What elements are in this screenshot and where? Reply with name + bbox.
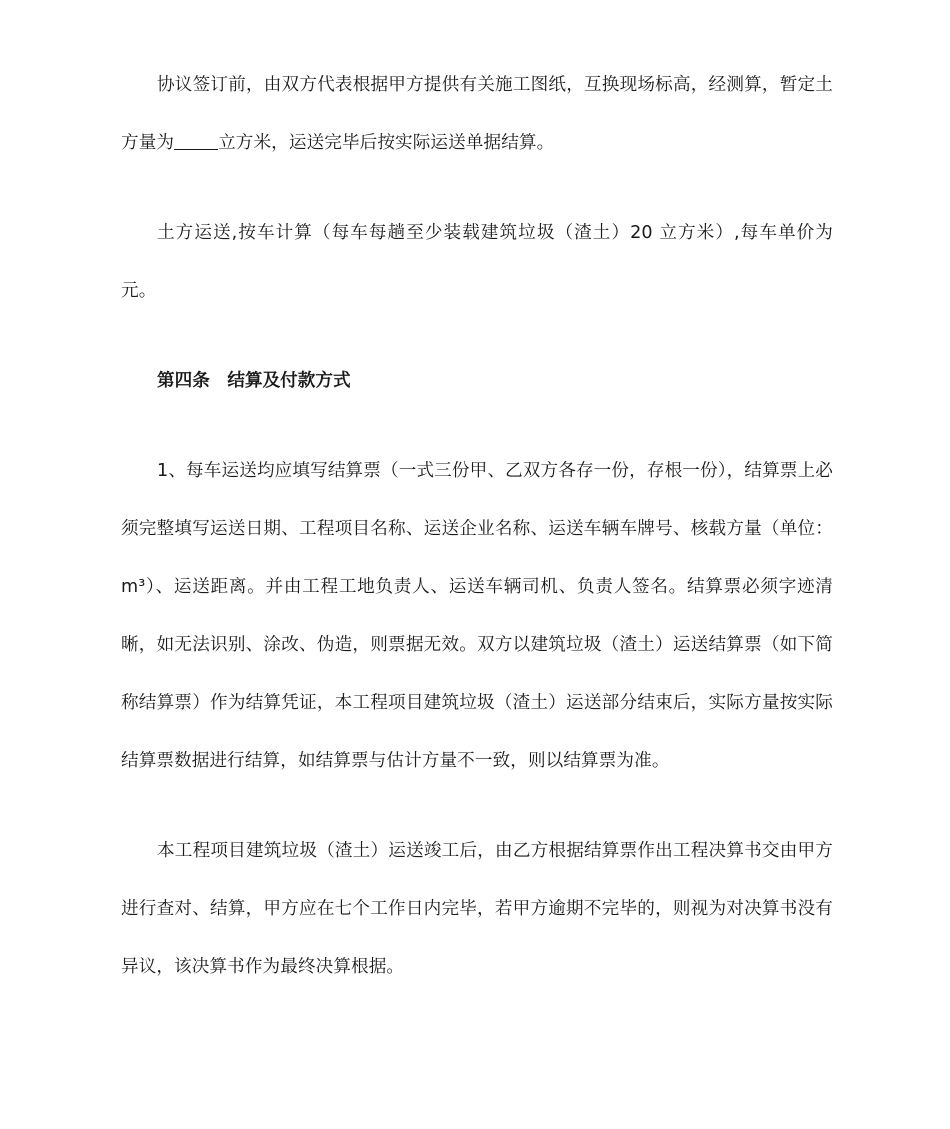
fill-in-blank: [174, 131, 218, 150]
paragraph-spacer: [121, 790, 833, 822]
paragraph-text: 立方米，运送完毕后按实际运送单据结算。: [218, 133, 555, 153]
paragraph-final-account: 本工程项目建筑垃圾（渣土）运送竣工后，由乙方根据结算票作出工程决算书交由甲方进行查对、结算，甲方应在七个工作日内完毕，若甲方逾期不完毕的，则视为对决算书没有异议，该决算书作为最终决算根据。: [121, 841, 833, 977]
paragraph-spacer: [121, 172, 833, 204]
paragraph-transport-pricing: 土方运送,按车计算（每车每趟至少装载建筑垃圾（渣土）20 立方米）,每车单价为元。: [121, 223, 833, 301]
paragraph-spacer: [121, 410, 833, 442]
paragraph-spacer: [121, 320, 833, 352]
paragraph-settlement-ticket: 1、每车运送均应填写结算票（一式三份甲、乙双方各存一份，存根一份），结算票上必须完整填写运送日期、工程项目名称、运送企业名称、运送车辆车牌号、核载方量（单位：m³）、运送距离。并由工程工地负责人、运送车辆司机、负责人签名。结算票必须字迹清晰，如无法识别、涂改、伪造，则票据无效。双方以建筑垃圾（渣土）运送结算票（如下简称结算票）作为结算凭证，本工程项目建筑垃圾（渣土）运送部分结束后，实际方量按实际结算票数据进行结算，如结算票与估计方量不一致，则以结算票为准。: [121, 461, 833, 771]
document-body: [121, 56, 833, 996]
section-heading: 第四条 结算及付款方式: [157, 371, 351, 391]
paragraph-text: 协议签订前，由双方代表根据甲方提供有关施工图纸，互换现场标高，经测算，暂定土方量为: [121, 75, 833, 153]
paragraph-earthwork-estimate: [121, 56, 833, 172]
